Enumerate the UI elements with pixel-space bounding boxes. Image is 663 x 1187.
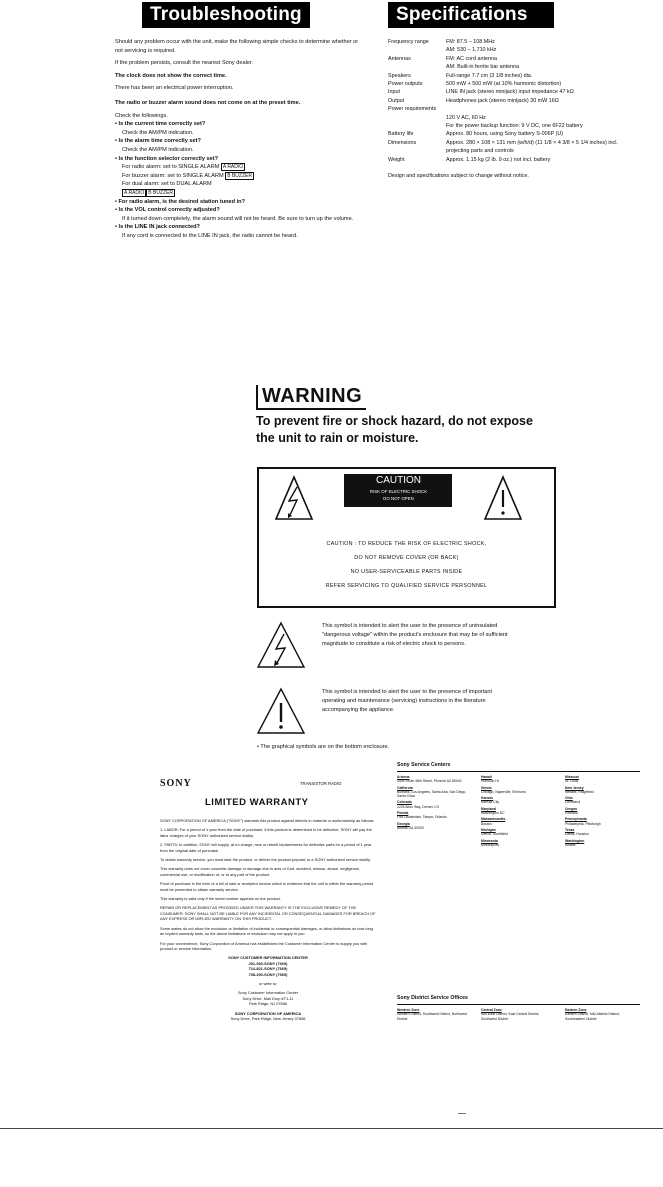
service-centers-title: Sony Service Centers [397, 762, 451, 768]
service-centers-list [397, 775, 640, 985]
caution-sub1: RISK OF ELECTRIC SHOCK [369, 489, 428, 494]
check-answer [115, 189, 363, 198]
corp-name: SONY CORPORATION OF AMERICA [234, 1010, 302, 1016]
problem-body-alarm: Check the followings. [115, 112, 168, 119]
service-column [397, 775, 469, 832]
service-location: Mid-West District, East Central District, Southwest District [481, 1012, 540, 1021]
check-answer: Check the AM/PM indication. [122, 146, 194, 153]
spec-row [388, 139, 638, 156]
spec-row [388, 97, 638, 105]
check-item [115, 223, 363, 240]
service-entry [397, 786, 469, 799]
warning-heading: WARNING [256, 385, 366, 410]
spec-note: Design and specifications subject to change without notice. [388, 173, 529, 180]
service-entry [565, 786, 637, 795]
spec-value [446, 105, 638, 113]
spec-row [388, 38, 638, 46]
customer-center-name: SONY CUSTOMER INFORMATION CENTER [228, 955, 308, 961]
service-entry [397, 775, 469, 784]
spec-key: Frequency range [388, 39, 429, 45]
spec-key [388, 46, 446, 54]
warranty-paragraph: To obtain warranty service, you must take the product, or deliver the product prepaid, to a SONY authorized service facility. [160, 857, 371, 863]
spec-key [388, 114, 446, 122]
spec-value: AM: 530 – 1,710 kHz [446, 47, 497, 54]
caution-sub2: DO NOT OPEN [383, 496, 414, 501]
service-location: Fort Lauderdale, Tampa, Orlando [397, 815, 447, 820]
service-location: Kansas City [481, 800, 500, 805]
service-location: Atlanta GA 30339 [397, 825, 424, 830]
spec-value: For the power backup function: 9 V DC, one 6F22 battery [446, 123, 583, 130]
service-state: Michigan [481, 827, 496, 832]
service-state: Western Zone [397, 1008, 420, 1012]
address-line: Park Ridge, NJ 07656 [248, 1001, 288, 1007]
phone-number: 201-930-SONY (7669) [248, 960, 288, 966]
service-location: Detroit, Southfield [481, 832, 508, 837]
troubleshooting-heading: Troubleshooting [142, 2, 310, 28]
spec-row [388, 55, 638, 63]
service-state: Arizona [397, 775, 410, 779]
spec-key: Battery life [388, 131, 414, 138]
spec-key: Antennas [388, 55, 411, 62]
service-location: Eastern District, Mid-Atlantic District, Southeastern District [565, 1012, 620, 1021]
warning-text: To prevent fire or shock hazard, do not expose the unit to rain or moisture. [256, 414, 533, 445]
spec-value: Approx. 1.15 kg (2 lb. 9 oz.) not incl. battery [446, 156, 551, 163]
sony-logo: SONY [160, 778, 192, 789]
warranty-paragraph: 1. LABOR: For a period of 1 year from the date of purchase, if this product is determined to be defective, SONY will pay the labor charges of your SONY authorized service facility. [160, 827, 372, 838]
warranty-body [160, 818, 376, 1021]
district-offices-list [397, 1008, 640, 1108]
warranty-paragraph: For your convenience, Sony Corporation of America has established the Customer Information Center to supply you with product or service information. [160, 940, 368, 951]
spec-value: Approx. 80 hours, using Sony battery S-006P (U) [446, 131, 564, 138]
service-location: Philadelphia, Pittsburgh [565, 821, 601, 826]
spec-value: AM: Built-in ferrite bar antenna [446, 64, 520, 71]
spec-key: Output [388, 97, 405, 104]
service-state: Massachusetts [481, 817, 506, 822]
check-item [115, 137, 363, 154]
service-state: Missouri [565, 775, 579, 779]
caution-line: DO NOT REMOVE COVER (OR BACK) [354, 555, 459, 561]
service-location: Boston [481, 821, 492, 826]
check-item [115, 198, 363, 207]
check-answer: If any cord is connected to the LINE IN jack, the radio cannot be heard. [122, 232, 298, 239]
service-state: Minnesota [481, 838, 498, 843]
spec-row [388, 88, 638, 96]
intro-text-2: If the problem persists, consult the nearest Sony dealer. [115, 60, 254, 67]
lightning-triangle-icon [255, 620, 307, 672]
spec-key: Input [388, 89, 400, 96]
check-answer: Check the AM/PM indication. [122, 129, 194, 136]
service-column [481, 775, 553, 849]
radio-box-label: A RADIO [222, 164, 244, 171]
corp-address: Sony Drive, Park Ridge, New Jersey 07656 [230, 1015, 306, 1021]
service-state: Colorado [397, 800, 412, 805]
service-state: Maryland [481, 806, 496, 811]
service-location: St. Louis [565, 779, 579, 784]
bottom-rule [0, 1128, 663, 1129]
check-question: • For radio alarm, is the desired station tuned in? [115, 198, 246, 205]
caution-text [259, 537, 554, 593]
symbol-description-instructions: This symbol is intended to alert the user to the presence of important operating and maintenance (servicing) instructions in the literature accompanying the appliance. [322, 689, 493, 713]
caution-line: CAUTION : TO REDUCE THE RISK OF ELECTRIC SHOCK, [326, 541, 487, 547]
check-item [115, 206, 363, 223]
service-entry [481, 839, 553, 848]
specifications-heading: Specifications [388, 2, 554, 28]
check-question: • Is the function selector correctly set? [115, 155, 218, 162]
check-question: • Is the current time correctly set? [115, 121, 206, 128]
service-state: Kansas [481, 796, 494, 801]
dual-box-radio: A RADIO [124, 189, 145, 196]
spec-value: Approx. 280 × 108 × 131 mm (w/h/d) (11 1/8 × 4 3/8 × 5 1/4 inches) incl. projecting parts and controls [446, 139, 618, 155]
service-location: Chicago, Naperville, Elmhurst [481, 789, 526, 794]
service-entry [565, 1008, 637, 1021]
product-type: TRANSISTOR RADIO [300, 781, 342, 786]
service-state: Texas [565, 827, 575, 832]
service-location: Cleveland [565, 800, 581, 805]
buzzer-setting-text: For buzzer alarm: set to SINGLE ALARM [122, 172, 224, 179]
spec-row [388, 46, 638, 54]
warranty-paragraph: REPAIR OR REPLACEMENT AS PROVIDED UNDER THIS WARRANTY IS THE EXCLUSIVE REMEDY OF THE CONSUMER. SONY SHALL NOT BE LIABLE FOR ANY INCIDENTAL OR CONSEQUENTIAL DAMAGES FOR BREACH OF ANY EXPRESS OR IMPLIED WARRANTY ON THIS PRODUCT. [160, 905, 376, 922]
service-entry [481, 828, 553, 837]
dual-setting-text: For dual alarm: set to DUAL ALARM [122, 181, 212, 188]
service-location: Minneapolis [481, 842, 500, 847]
lightning-triangle-icon [276, 477, 312, 519]
service-entry [397, 800, 469, 809]
troubleshooting-section [115, 38, 363, 240]
service-entry [565, 807, 637, 816]
check-question: • Is the alarm time correctly set? [115, 138, 201, 145]
service-location: Seattle [565, 842, 576, 847]
check-answer [115, 163, 363, 172]
radio-setting-text: For radio alarm: set to SINGLE ALARM [122, 164, 220, 171]
service-entry [481, 817, 553, 826]
service-state: Pennsylvania [565, 817, 587, 822]
spec-row [388, 122, 638, 130]
spec-row [388, 80, 638, 88]
problem-body-clock: There has been an electrical power interruption. [115, 85, 234, 92]
spec-value: FM: 87.5 – 108 MHz [446, 39, 495, 45]
spec-value: 500 mW + 500 mW (at 10% harmonic distortion) [446, 81, 562, 88]
spec-row [388, 130, 638, 138]
phone-number: 708-250-SONY (7669) [248, 971, 288, 977]
service-location: Western District, Southwest District, Northwest District [397, 1012, 468, 1021]
buzzer-box-label: B BUZZER [227, 172, 252, 179]
spec-key: Power requirements [388, 106, 437, 113]
service-entry [565, 817, 637, 826]
service-location: 3405 South 48th Street, Phoenix AZ 85040 [397, 779, 462, 784]
spec-key [388, 63, 446, 71]
caution-line: REFER SERVICING TO QUALIFIED SERVICE PERSONNEL [325, 583, 488, 589]
service-state: California [397, 785, 413, 790]
check-answer [115, 180, 363, 189]
service-entry [397, 811, 469, 820]
check-answer: If it turned down completely, the alarm sound will not be heard. Be sure to turn up the volume. [122, 215, 354, 222]
service-state: Oregon [565, 806, 578, 811]
service-entry [481, 775, 553, 784]
caution-label-box [257, 467, 556, 608]
spec-key [388, 122, 446, 130]
graphical-symbols-note: • The graphical symbols are on the bottom enclosure. [257, 744, 390, 750]
caution-label: CAUTION [376, 475, 421, 486]
address-line: Sony Customer Information Center [237, 990, 299, 996]
spec-value: LINE IN jack (stereo minijack) input impedance 47 kΩ [446, 89, 574, 96]
spec-key: Weight [388, 156, 405, 163]
service-state: Central Zone [481, 1008, 502, 1012]
spec-key: Power outputs [388, 81, 423, 88]
service-column [565, 1008, 637, 1023]
service-entry [481, 807, 553, 816]
specifications-section [388, 38, 638, 181]
page-mark [458, 1113, 466, 1114]
service-location: Newark, Ridgefield [565, 789, 594, 794]
check-item [115, 120, 363, 137]
check-question: • Is the VOL control correctly adjusted? [115, 207, 220, 214]
service-entry [481, 1008, 553, 1021]
problem-heading-alarm: The radio or buzzer alarm sound does not come on at the preset time. [115, 99, 301, 106]
exclamation-triangle-icon [255, 686, 307, 738]
spec-value: 120 V AC, 60 Hz [446, 114, 486, 121]
service-column [481, 1008, 553, 1023]
service-location: Burbank, Los Angeles, Santa Ana, San Diego, Santa Clara [397, 789, 467, 799]
warranty-paragraph: This warranty does not cover cosmetic damage or damage due to acts of God, accident, misuse, abuse, negligence, commercial use, or modification of, or to any part of the product. [160, 866, 361, 877]
caution-line: NO USER-SERVICEABLE PARTS INSIDE [350, 569, 463, 575]
symbol-description-voltage: This symbol is intended to alert the user to the presence of uninsulated "dangerous voltage" within the product's enclosure that may be of sufficient magnitude to constitute a risk of electric shock to persons. [322, 623, 508, 647]
service-column [565, 775, 637, 849]
exclamation-triangle-icon [485, 477, 521, 519]
divider [397, 1004, 640, 1005]
service-state: New Jersey [565, 785, 584, 790]
service-state: Florida [397, 811, 409, 816]
problem-heading-clock: The clock does not show the correct time. [115, 72, 227, 79]
check-item [115, 155, 363, 198]
service-entry [565, 775, 637, 784]
spec-row [388, 63, 638, 71]
service-location: Honolulu HI [481, 779, 499, 784]
service-entry [565, 839, 637, 848]
service-column [397, 1008, 469, 1023]
spec-value: Headphones jack (stereo minijack) 30 mW 16Ω [446, 97, 559, 104]
service-entry [565, 796, 637, 805]
divider [397, 771, 640, 772]
spec-key: Speakers [388, 72, 411, 79]
spec-row [388, 72, 638, 80]
service-state: Eastern Zone [565, 1008, 587, 1012]
check-list [115, 120, 363, 240]
spec-row [388, 156, 638, 164]
spec-value: Full-range 7.7 cm (3 1/8 inches) dia. [446, 72, 533, 79]
service-location: Portland [565, 811, 578, 816]
service-state: Illinois [481, 785, 492, 790]
service-state: Georgia [397, 821, 410, 826]
check-question: • Is the LINE IN jack connected? [115, 224, 200, 231]
address-line: Sony Drive, Mail Drop #T1-11 [242, 995, 294, 1001]
service-state: Washington [565, 838, 585, 843]
service-state: Hawaii [481, 775, 492, 779]
service-entry [481, 786, 553, 795]
service-entry [565, 828, 637, 837]
warranty-paragraph: 2. PARTS: In addition, SONY will supply, at no charge, new or rebuilt replacements for defective parts for a period of 1 year from the original date of purchase. [160, 842, 372, 853]
warranty-paragraph: Some states do not allow the exclusion or limitation of incidental or consequential damages, or allow limitations on how long an implied warranty lasts, so the above limitations or exclusion may not apply to you. [160, 925, 373, 937]
service-entry [397, 1008, 469, 1021]
spec-row [388, 114, 638, 122]
service-location: 1225 Alton Way, Denver CO [397, 804, 440, 809]
spec-value: FM: AC cord antenna [446, 55, 497, 62]
intro-text: Should any problem occur with the unit, make the following simple checks to determine whether or not servicing is required. [115, 39, 359, 54]
warranty-title: LIMITED WARRANTY [205, 797, 309, 808]
spec-key: Dimensions [388, 139, 417, 146]
warranty-paragraph: SONY CORPORATION OF AMERICA ("SONY") warrants this product against defects in material or workmanship as follows: [160, 818, 375, 823]
check-answer [115, 172, 363, 181]
warranty-paragraph: Proof of purchase in the form of a bill of sale or receipted invoice which is evidence that the unit is within the warranty period must be presented to obtain warranty service. [160, 881, 374, 892]
service-entry [481, 796, 553, 805]
dual-box-buzzer: B BUZZER [148, 189, 174, 196]
district-offices-title: Sony District Service Offices [397, 995, 468, 1001]
or-write-text: or write to: [258, 980, 278, 986]
spec-table [388, 38, 638, 164]
service-location: Washington DC [481, 811, 505, 816]
service-state: Ohio [565, 796, 573, 801]
service-location: Dallas, Houston [565, 832, 589, 837]
warranty-paragraph: This warranty is valid only if the serial number appears on the product. [160, 896, 281, 902]
service-entry [397, 822, 469, 831]
spec-row [388, 105, 638, 113]
phone-number: 714-821-SONY (7669) [248, 966, 288, 972]
